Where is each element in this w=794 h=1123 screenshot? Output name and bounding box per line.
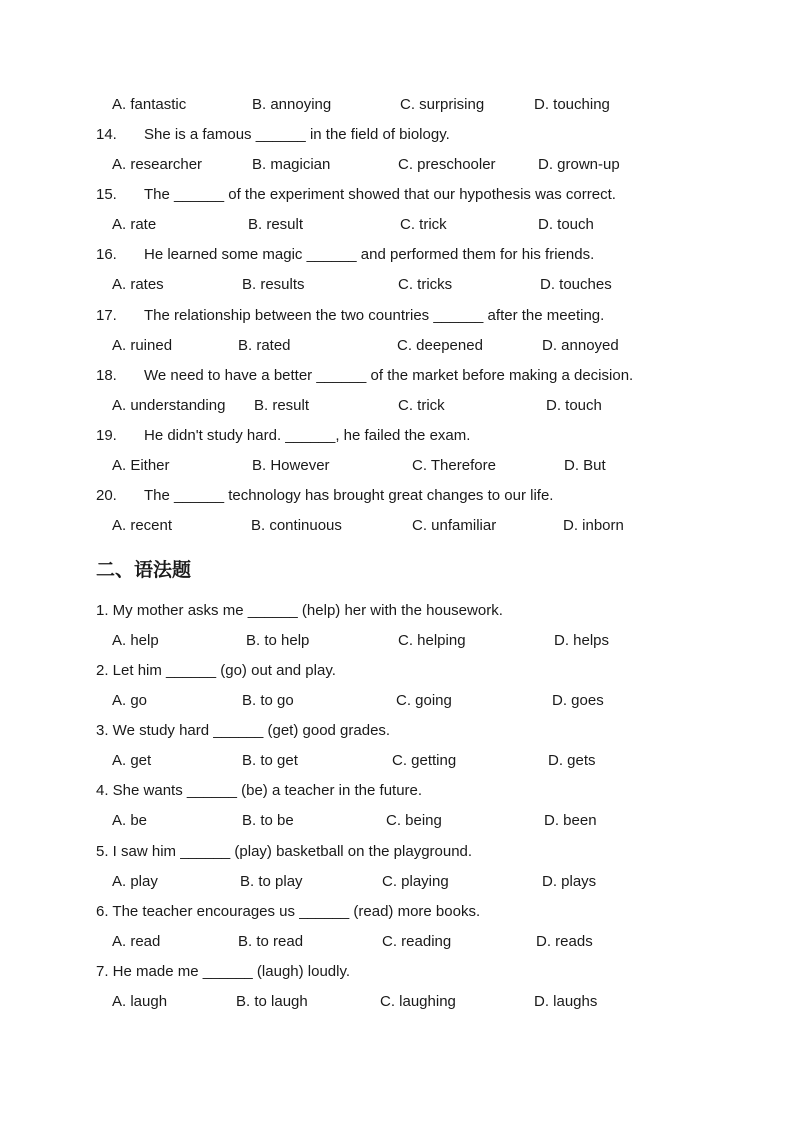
option-c: C. unfamiliar (412, 517, 497, 534)
grammar-question-5 (96, 841, 472, 863)
option-a: A. be (112, 812, 148, 829)
question-number: 18. (96, 367, 117, 384)
option-d: D. annoyed (542, 337, 619, 354)
option-c: C. preschooler (398, 156, 496, 173)
option-b: B. to go (242, 692, 294, 709)
option-b: B. result (248, 216, 304, 233)
option-d: D. inborn (563, 517, 624, 534)
question-stem: 1. My mother asks me ______ (help) her with the housework. (96, 602, 503, 619)
option-c: C. surprising (400, 96, 485, 113)
grammar-question-7 (96, 961, 350, 983)
option-b: B. rated (238, 337, 291, 354)
option-c: C. helping (398, 632, 466, 649)
option-b: B. to get (242, 752, 298, 769)
option-a: A. understanding (112, 397, 226, 414)
option-b: B. to play (240, 873, 303, 890)
question-stem: The relationship between the two countries ______ after the meeting. (144, 307, 605, 324)
option-a: A. ruined (112, 337, 173, 354)
question-stem: 2. Let him ______ (go) out and play. (96, 662, 336, 679)
option-a: A. rate (112, 216, 157, 233)
option-d: D. helps (554, 632, 610, 649)
option-a: A. recent (112, 517, 173, 534)
option-a: A. laugh (112, 993, 168, 1010)
option-b: B. to be (242, 812, 294, 829)
question-number: 20. (96, 487, 117, 504)
question-number: 19. (96, 427, 117, 444)
question-stem: 4. She wants ______ (be) a teacher in the future. (96, 782, 423, 799)
question-number: 14. (96, 126, 117, 143)
question-number: 17. (96, 307, 117, 324)
question-stem: 3. We study hard ______ (get) good grades. (96, 722, 391, 739)
option-a: A. rates (112, 276, 164, 293)
option-a: A. Either (112, 457, 170, 474)
option-d: D. touch (546, 397, 602, 414)
option-b: B. results (242, 276, 305, 293)
grammar-question-1 (96, 600, 503, 622)
question-number: 16. (96, 246, 117, 263)
question-stem: 7. He made me ______ (laugh) loudly. (96, 963, 351, 980)
question-stem: 5. I saw him ______ (play) basketball on the playground. (96, 843, 473, 860)
question-stem: We need to have a better ______ of the market before making a decision. (144, 367, 634, 384)
option-c: C. laughing (380, 993, 456, 1010)
grammar-question-4 (96, 780, 422, 802)
question-stem: The ______ of the experiment showed that our hypothesis was correct. (144, 186, 616, 203)
option-c: C. playing (382, 873, 449, 890)
option-b: B. result (254, 397, 310, 414)
option-d: D. plays (542, 873, 597, 890)
option-b: B. to laugh (236, 993, 308, 1010)
option-d: D. But (564, 457, 606, 474)
option-c: C. deepened (397, 337, 483, 354)
question-stem: She is a famous ______ in the field of biology. (144, 126, 450, 143)
option-d: D. been (544, 812, 597, 829)
option-b: B. annoying (252, 96, 332, 113)
option-c: C. going (396, 692, 452, 709)
section-title-grammar: 二、语法题 (96, 559, 192, 581)
option-a: A. researcher (112, 156, 203, 173)
grammar-question-6 (96, 901, 480, 923)
question-stem: 6. The teacher encourages us ______ (read) more books. (96, 903, 481, 920)
question-stem: He didn't study hard. ______, he failed the exam. (144, 427, 471, 444)
option-d: D. grown-up (538, 156, 620, 173)
option-c: C. getting (392, 752, 457, 769)
option-b: B. continuous (251, 517, 342, 534)
option-d: D. laughs (534, 993, 598, 1010)
option-b: B. to help (246, 632, 310, 649)
option-a: A. read (112, 933, 161, 950)
option-c: C. being (386, 812, 442, 829)
option-a: A. play (112, 873, 158, 890)
option-b: B. However (252, 457, 330, 474)
option-d: D. goes (552, 692, 604, 709)
option-d: D. touching (534, 96, 610, 113)
option-d: D. touches (540, 276, 612, 293)
option-c: C. reading (382, 933, 452, 950)
option-d: D. gets (548, 752, 596, 769)
option-a: A. fantastic (112, 96, 187, 113)
question-stem: The ______ technology has brought great changes to our life. (144, 487, 554, 504)
option-d: D. touch (538, 216, 594, 233)
option-d: D. reads (536, 933, 593, 950)
question-number: 15. (96, 186, 117, 203)
option-a: A. get (112, 752, 152, 769)
grammar-question-3 (96, 720, 390, 742)
grammar-question-2 (96, 660, 336, 682)
option-a: A. help (112, 632, 159, 649)
option-c: C. trick (398, 397, 445, 414)
option-c: C. tricks (398, 276, 453, 293)
question-stem: He learned some magic ______ and performed them for his friends. (144, 246, 595, 263)
option-b: B. magician (252, 156, 331, 173)
option-c: C. Therefore (412, 457, 496, 474)
option-a: A. go (112, 692, 148, 709)
option-c: C. trick (400, 216, 447, 233)
option-b: B. to read (238, 933, 304, 950)
